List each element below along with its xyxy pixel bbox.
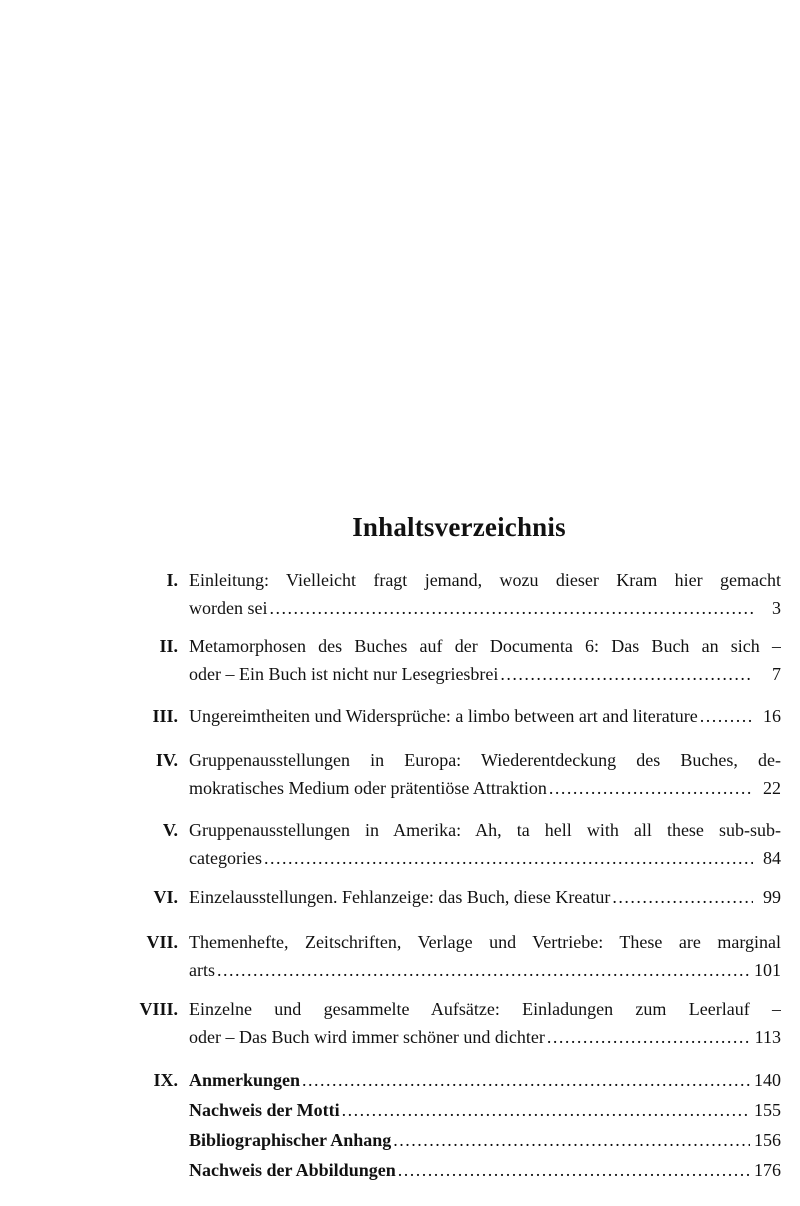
- entry-title-line: categories: [189, 848, 262, 868]
- entry-leader-line: [189, 1023, 781, 1051]
- entry-title-line: Einzelausstellungen. Fehlanzeige: das Buch, diese Kreatur: [189, 887, 611, 907]
- page-number: 101: [754, 960, 781, 980]
- entry-leader-line: [189, 702, 781, 730]
- page-number: 16: [763, 706, 781, 726]
- dot-leader: [217, 956, 750, 984]
- entry-title-line: oder – Ein Buch ist nicht nur Lesegriesbrei: [189, 664, 499, 684]
- dot-leader: [398, 1156, 750, 1184]
- entry-leader-line: [189, 774, 781, 802]
- page-number: 155: [754, 1100, 781, 1120]
- chapter-number: IV.: [155, 750, 178, 770]
- chapter-number: VIII.: [139, 999, 178, 1019]
- entry-leader-line: [189, 844, 781, 872]
- entry-title-line: Nachweis der Motti: [189, 1100, 340, 1120]
- entry-title-line: Einzelne und gesammelte Aufsätze: Einladungen zum Leerlauf –: [189, 999, 781, 1019]
- page-number: 22: [763, 778, 781, 798]
- page-number: 7: [772, 664, 781, 684]
- dot-leader: [612, 883, 753, 911]
- entry-leader-line: [189, 1156, 781, 1184]
- chapter-number: VII.: [146, 932, 178, 952]
- entry-title-line: Gruppenausstellungen in Europa: Wiederentdeckung des Buches, de-: [189, 750, 781, 770]
- dot-leader: [547, 1023, 751, 1051]
- page-number: 156: [754, 1130, 781, 1150]
- entry-title-line: Bibliographischer Anhang: [189, 1130, 392, 1150]
- entry-leader-line: [189, 1066, 781, 1094]
- entry-leader-line: [189, 956, 781, 984]
- chapter-number: V.: [162, 820, 178, 840]
- entry-title-line: Anmerkungen: [189, 1070, 301, 1090]
- entry-title-line: Einleitung: Vielleicht fragt jemand, wozu dieser Kram hier gemacht: [189, 570, 781, 590]
- entry-title-line: mokratisches Medium oder prätentiöse Attraktion: [189, 778, 547, 798]
- dot-leader: [393, 1126, 750, 1154]
- dot-leader: [549, 774, 753, 802]
- page-title: Inhaltsverzeichnis: [352, 512, 566, 542]
- page-number: 99: [763, 887, 781, 907]
- entry-leader-line: [189, 660, 781, 688]
- dot-leader: [302, 1066, 750, 1094]
- entry-title-line: Themenhefte, Zeitschriften, Verlage und Vertriebe: These are marginal: [189, 932, 781, 952]
- chapter-number: VI.: [153, 887, 178, 907]
- page-number: 3: [772, 598, 781, 618]
- dot-leader: [264, 844, 753, 872]
- page-number: 84: [763, 848, 781, 868]
- page-number: 176: [754, 1160, 781, 1180]
- page-number: 113: [754, 1027, 781, 1047]
- dot-leader: [500, 660, 753, 688]
- page-number: 140: [754, 1070, 781, 1090]
- chapter-number: I.: [166, 570, 178, 590]
- entry-title-line: Ungereimtheiten und Widersprüche: a limbo between art and literature: [189, 706, 698, 726]
- entry-title-line: oder – Das Buch wird immer schöner und dichter: [189, 1027, 545, 1047]
- entry-title-line: arts: [189, 960, 215, 980]
- entry-title-line: Nachweis der Abbildungen: [189, 1160, 396, 1180]
- entry-leader-line: [189, 883, 781, 911]
- chapter-number: IX.: [153, 1070, 178, 1090]
- dot-leader: [342, 1096, 750, 1124]
- entry-leader-line: [189, 1096, 781, 1124]
- dot-leader: [269, 594, 753, 622]
- entry-leader-line: [189, 1126, 781, 1154]
- entry-leader-line: [189, 594, 781, 622]
- chapter-number: III.: [152, 706, 178, 726]
- chapter-number: II.: [159, 636, 178, 656]
- entry-title-line: worden sei: [189, 598, 268, 618]
- entry-title-line: Gruppenausstellungen in Amerika: Ah, ta hell with all these sub-sub-: [189, 820, 781, 840]
- dot-leader: [700, 702, 753, 730]
- entry-title-line: Metamorphosen des Buches auf der Documenta 6: Das Buch an sich –: [189, 636, 781, 656]
